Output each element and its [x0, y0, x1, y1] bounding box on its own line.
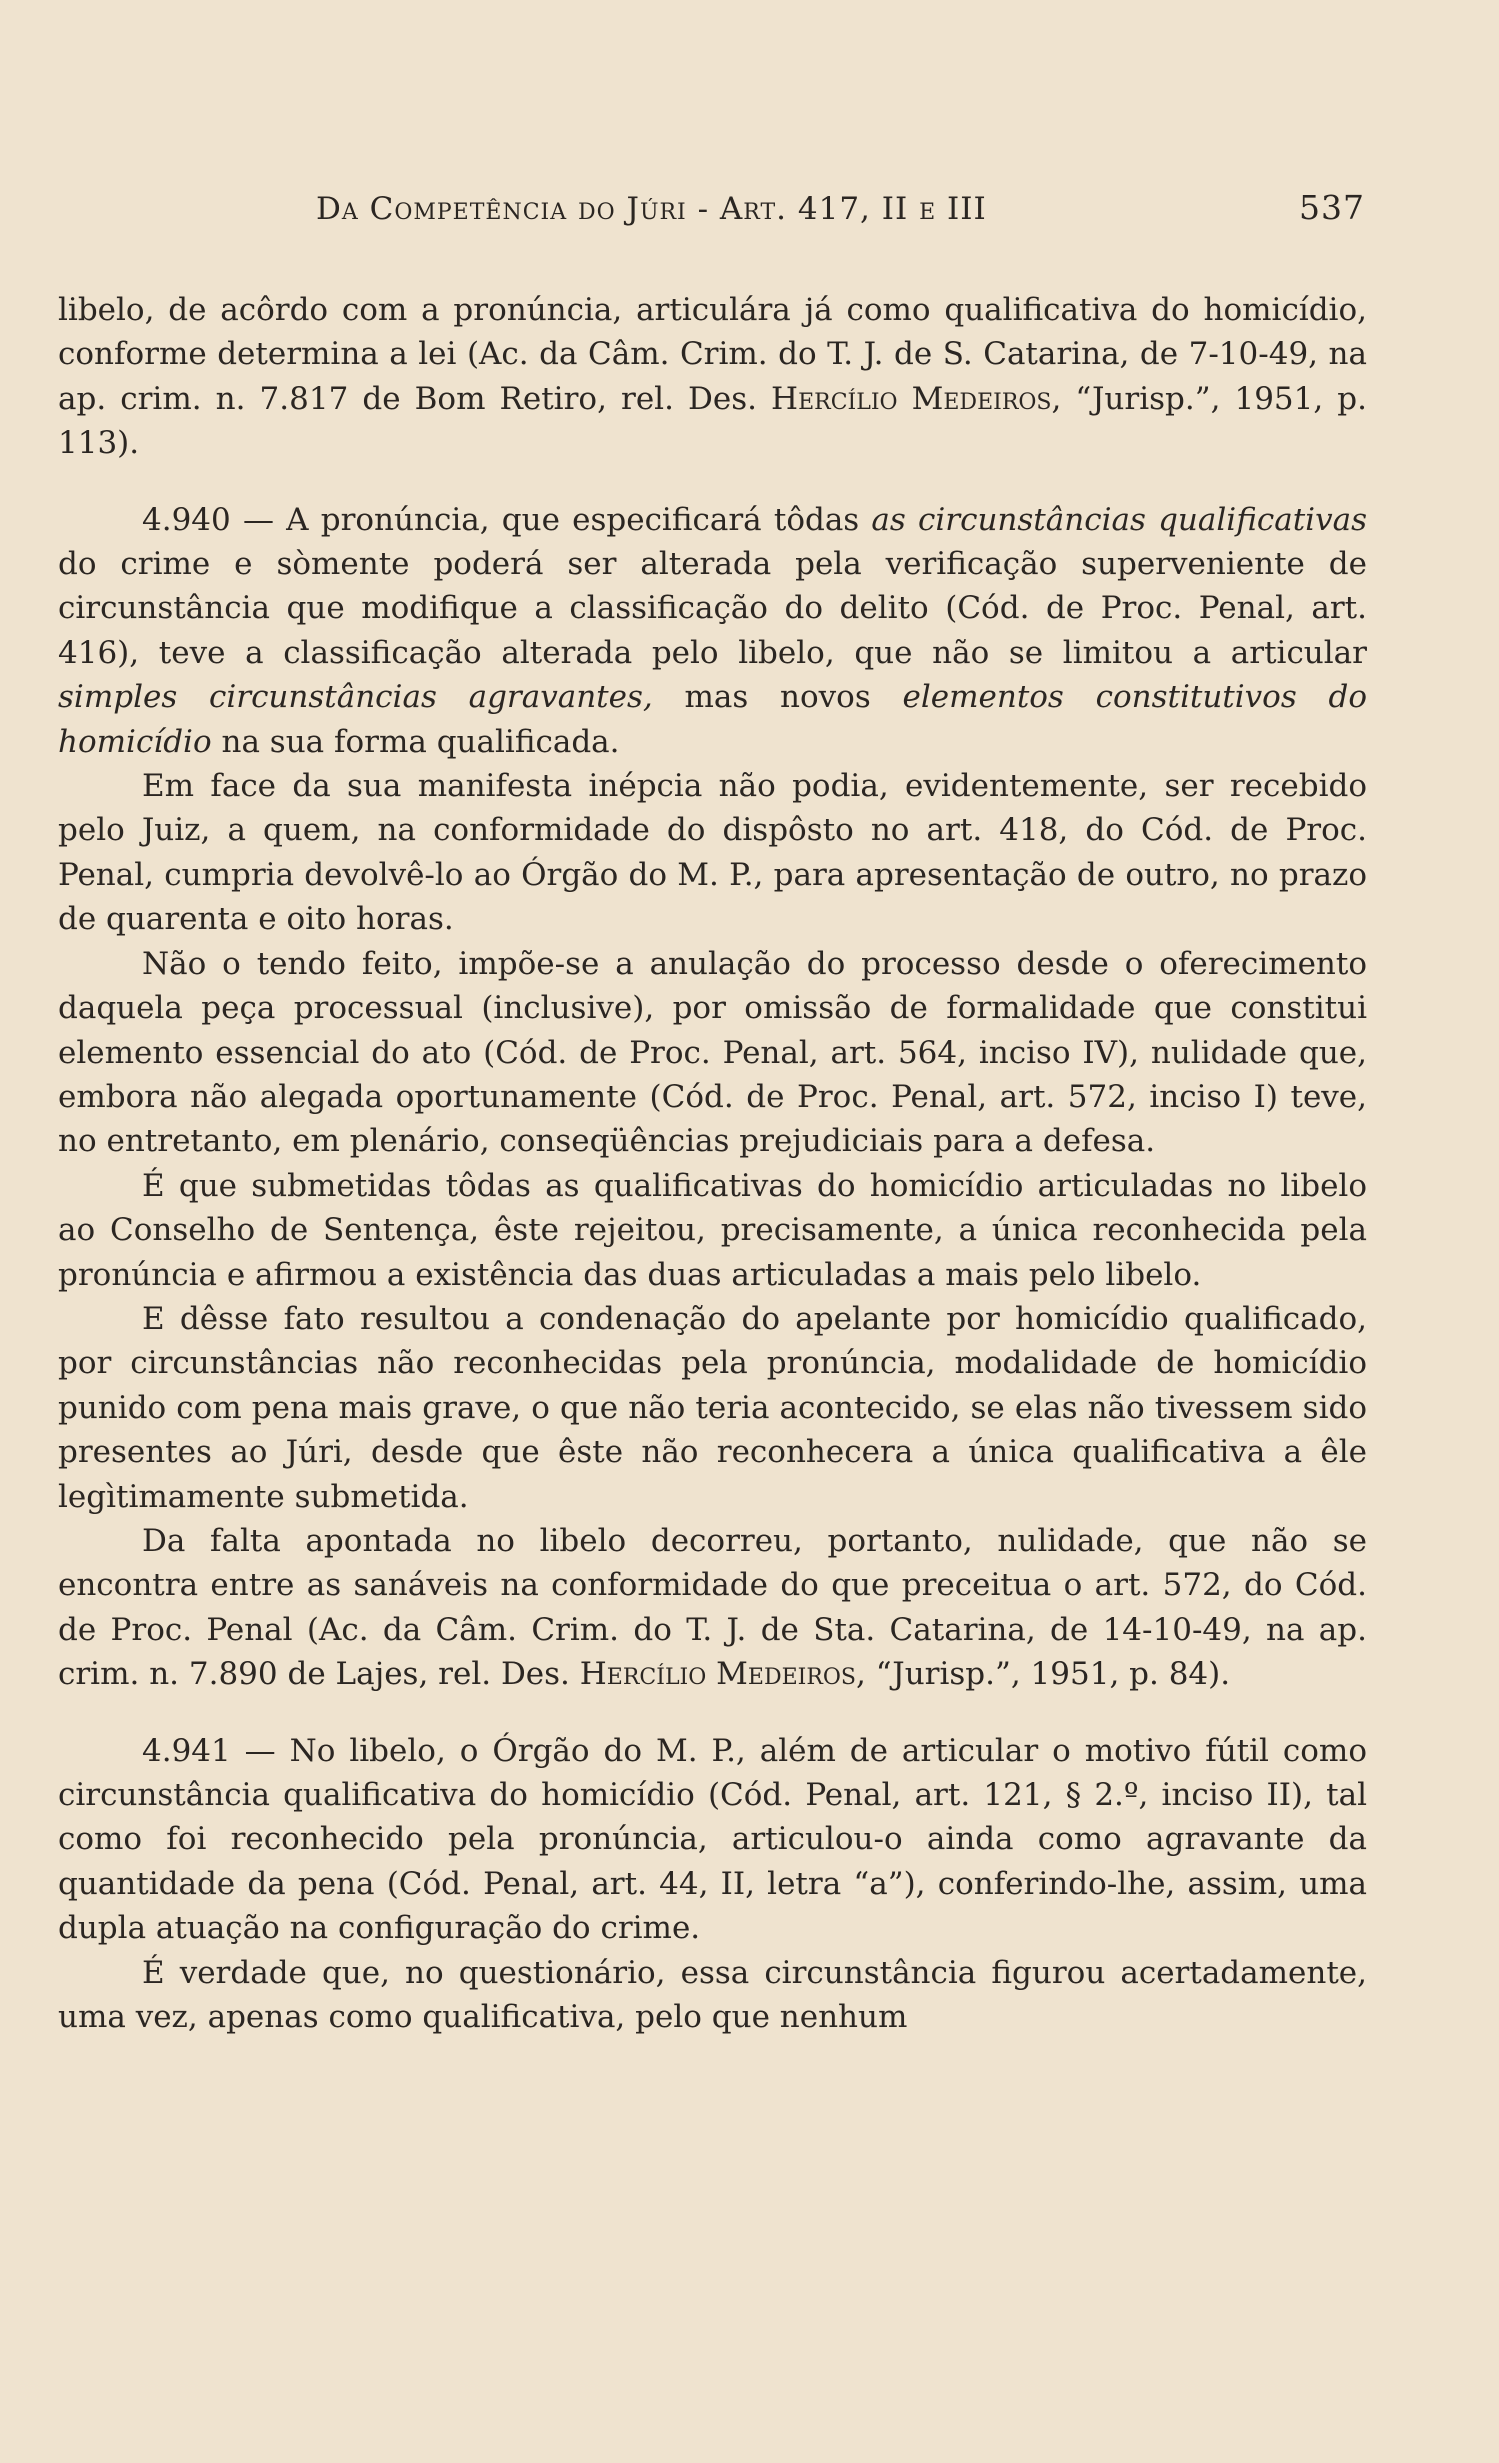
chapter-title: Da Competência do Júri - Art. 417, II e III: [316, 191, 987, 227]
emphasis: elementos constitutivos do homicídio: [58, 679, 1367, 760]
emphasis: simples circunstâncias agravantes,: [58, 679, 653, 716]
paragraph-p7: Da falta apontada no libelo decorreu, portanto, nulidade, que não se encontra entre as sanáveis na conformidade do que preceitua o art. 572, do Cód. de Proc. Penal (Ac. da Câm. Crim. do T. J. de Sta. Catarina, de 14-10-49, na ap. crim. n. 7.890 de Lajes, rel. Des. Hercílio Medeiros, “Jurisp.”, 1951, p. 84).: [58, 1522, 1367, 1693]
body-text: [58, 288, 1367, 2039]
running-head: [316, 188, 1365, 248]
page-number: 537: [1299, 188, 1365, 227]
paragraph-p6: E dêsse fato resultou a condenação do apelante por homicídio qualificado, por circunstâncias não reconhecidas pela pronúncia, modalidade de homicídio punido com pena mais grave, o que não teria acontecido, se elas não tivessem sido presentes ao Júri, desde que êste não reconhecera a única qualificativa a êle legìtimamente submetida.: [58, 1300, 1367, 1515]
paragraph-p1: libelo, de acôrdo com a pronúncia, articulára já como qualificativa do homicídio, conforme determina a lei (Ac. da Câm. Crim. do T. J. de S. Catarina, de 7-10-49, na ap. crim. n. 7.817 de Bom Retiro, rel. Des. Hercílio Medeiros, “Jurisp.”, 1951, p. 113).: [58, 292, 1368, 462]
paragraph-4940: 4.940 — A pronúncia, que especificará tôdas as circunstâncias qualificativas do crime e sòmente poderá ser alterada pela verificação superveniente de circunstância que modifique a classificação do delito (Cód. de Proc. Penal, art. 416), teve a classificação alterada pelo libelo, que não se limitou a articular simples circunstâncias agravantes, mas novos elementos constitutivos do homicídio na sua forma qualificada.: [58, 501, 1367, 760]
paragraph-p5: É que submetidas tôdas as qualificativas do homicídio articuladas no libelo ao Conselho de Sentença, êste rejeitou, precisamente, a única reconhecida pela pronúncia e afirmou a existência das duas articuladas a mais pelo libelo.: [58, 1167, 1367, 1293]
author-name: Hercílio Medeiros: [771, 380, 1052, 417]
author-name: Hercílio Medeiros: [579, 1656, 856, 1693]
paragraph-4941: 4.941 — No libelo, o Órgão do M. P., além de articular o motivo fútil como circunstância qualificativa do homicídio (Cód. Penal, art. 121, § 2.º, inciso II), tal como foi reconhecido pela pronúncia, articulou-o ainda como agravante da quantidade da pena (Cód. Penal, art. 44, II, letra “a”), conferindo-lhe, assim, uma dupla atuação na configuração do crime.: [58, 1732, 1367, 1947]
emphasis: as circunstâncias qualificativas: [871, 501, 1367, 538]
paragraph-p9: É verdade que, no questionário, essa circunstância figurou acertadamente, uma vez, apenas como qualificativa, pelo que nenhum: [58, 1954, 1367, 2036]
paragraph-p4: Não o tendo feito, impõe-se a anulação do processo desde o oferecimento daquela peça processual (inclusive), por omissão de formalidade que constitui elemento essencial do ato (Cód. de Proc. Penal, art. 564, inciso IV), nulidade que, embora não alegada oportunamente (Cód. de Proc. Penal, art. 572, inciso I) teve, no entretanto, em plenário, conseqüências prejudiciais para a defesa.: [58, 945, 1367, 1160]
paragraph-p3: Em face da sua manifesta inépcia não podia, evidentemente, ser recebido pelo Juiz, a quem, na conformidade do dispôsto no art. 418, do Cód. de Proc. Penal, cumpria devolvê-lo ao Órgão do M. P., para apresentação de outro, no prazo de quarenta e oito horas.: [58, 768, 1367, 938]
